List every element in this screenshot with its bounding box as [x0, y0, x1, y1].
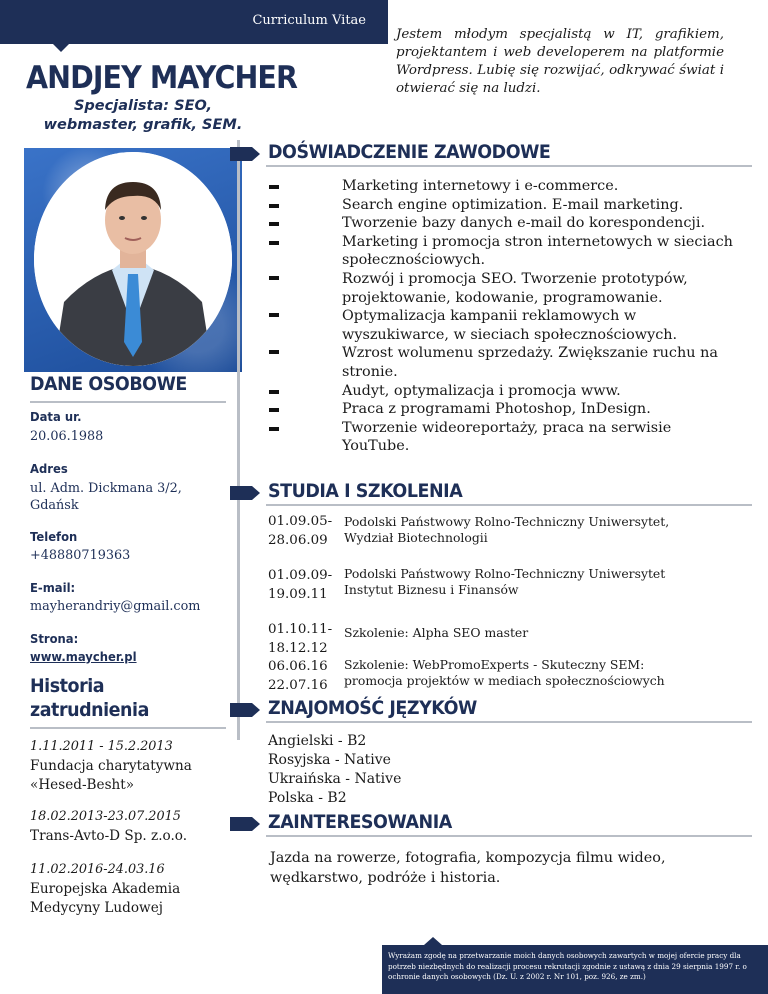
- list-item: Praca z programami Photoshop, InDesign.: [266, 400, 736, 419]
- languages-list: [268, 732, 401, 808]
- divider: [30, 401, 226, 403]
- list-item: Tworzenie wideoreportaży, praca na serwisie YouTube.: [266, 419, 736, 456]
- birth-label: Data ur.: [30, 409, 82, 424]
- history-employer: Fundacja charytatywna «Hesed-Besht»: [30, 758, 192, 793]
- address-label: Adres: [30, 461, 68, 476]
- intro-text: Jestem młodym specjalistą w IT, grafikiem, projektantem i web developerem na platformie Wordpress. Lubię się rozwijać, odkrywać świat i otwierać się na ludzi.: [396, 27, 724, 96]
- divider: [30, 727, 226, 729]
- list-item: Marketing internetowy i e-commerce.: [266, 177, 736, 196]
- arrow-icon: [230, 147, 260, 161]
- consent-footer: [382, 945, 768, 994]
- education-text: Podolski Państwowy Rolno-Techniczny Uniwersytet Instytut Biznesu i Finansów: [344, 566, 666, 597]
- birth-value: 20.06.1988: [30, 429, 104, 444]
- arrow-icon: [230, 817, 260, 831]
- education-date: 01.09.05- 28.06.09: [268, 514, 333, 548]
- site-label: Strona:: [30, 631, 79, 646]
- address-value: ul. Adm. Dickmana 3/2, Gdańsk: [30, 481, 182, 513]
- list-item: Polska - B2: [268, 790, 347, 806]
- languages-title: ZNAJOMOŚĆ JĘZYKÓW: [268, 697, 477, 719]
- languages-header: [230, 697, 477, 721]
- experience-header: [230, 141, 551, 165]
- phone-value: +48880719363: [30, 548, 131, 563]
- timeline-line: [237, 140, 240, 740]
- education-text: Szkolenie: WebPromoExperts - Skuteczny SEM: promocja projektów w mediach społecznościowych: [344, 657, 665, 688]
- cv-banner: [0, 0, 388, 44]
- list-item: Rosyjska - Native: [268, 752, 391, 768]
- interests-title: ZAINTERESOWANIA: [268, 811, 452, 833]
- list-item: Audyt, optymalizacja i promocja www.: [266, 382, 736, 401]
- phone-label: Telefon: [30, 529, 78, 544]
- list-item: Rozwój i promocja SEO. Tworzenie prototypów, projektowanie, kodowanie, programowanie.: [266, 270, 736, 307]
- history-date: 18.02.2013-23.07.2015: [30, 809, 181, 824]
- education-header: [230, 480, 463, 504]
- arrow-icon: [230, 486, 260, 500]
- email-value: mayherandriy@gmail.com: [30, 599, 201, 614]
- consent-text: Wyrażam zgodę na przetwarzanie moich danych osobowych zawartych w mojej ofercie pracy dla potrzeb niezbędnych do realizacji procesu rekrutacji zgodnie z ustawą z dnia 29 sierpnia 1997 r. o ochronie danych osobowych (Dz. U. z 2002 r. Nr 101, poz. 926, ze zm.): [388, 951, 747, 981]
- history-date: 1.11.2011 - 15.2.2013: [30, 739, 173, 754]
- arrow-icon: [230, 703, 260, 717]
- education-text: Szkolenie: Alpha SEO master: [344, 625, 529, 640]
- education-text: Podolski Państwowy Rolno-Techniczny Uniwersytet, Wydział Biotechnologii: [344, 514, 670, 545]
- education-date: 01.09.09- 19.09.11: [268, 568, 333, 602]
- history-date: 11.02.2016-24.03.16: [30, 862, 165, 877]
- education-date: 01.10.11- 18.12.12 06.06.16 22.07.16: [268, 622, 333, 693]
- interests-text: Jazda na rowerze, fotografia, kompozycja filmu wideo, wędkarstwo, podróże i historia.: [270, 850, 666, 886]
- experience-list: [266, 177, 736, 456]
- history-title: Historia zatrudnienia: [30, 675, 149, 721]
- cv-banner-label: Curriculum Vitae: [252, 13, 366, 28]
- experience-title: DOŚWIADCZENIE ZAWODOWE: [268, 141, 551, 163]
- list-item: Wzrost wolumenu sprzedaży. Zwiększanie ruchu na stronie.: [266, 344, 736, 381]
- email-label: E-mail:: [30, 580, 76, 595]
- interests-header: [230, 811, 452, 835]
- list-item: Angielski - B2: [268, 733, 367, 749]
- history-employer: Trans-Avto-D Sp. z.o.o.: [30, 828, 188, 844]
- list-item: Marketing i promocja stron internetowych w sieciach społecznościowych.: [266, 233, 736, 270]
- banner-notch: [52, 43, 70, 52]
- list-item: Optymalizacja kampanii reklamowych w wyszukiwarce, w sieciach społecznościowych.: [266, 307, 736, 344]
- list-item: Tworzenie bazy danych e-mail do korespondencji.: [266, 214, 736, 233]
- list-item: Search engine optimization. E-mail marketing.: [266, 196, 736, 215]
- site-link[interactable]: www.maycher.pl: [30, 649, 137, 664]
- history-employer: Europejska Akademia Medycyny Ludowej: [30, 881, 181, 916]
- job-subtitle: Specjalista: SEO, webmaster, grafik, SEM.: [43, 98, 243, 133]
- list-item: Ukraińska - Native: [268, 771, 402, 787]
- person-name: ANDJEY MAYCHER: [26, 60, 298, 96]
- personal-title: DANE OSOBOWE: [30, 373, 187, 395]
- profile-photo: [24, 148, 242, 372]
- education-title: STUDIA I SZKOLENIA: [268, 480, 463, 502]
